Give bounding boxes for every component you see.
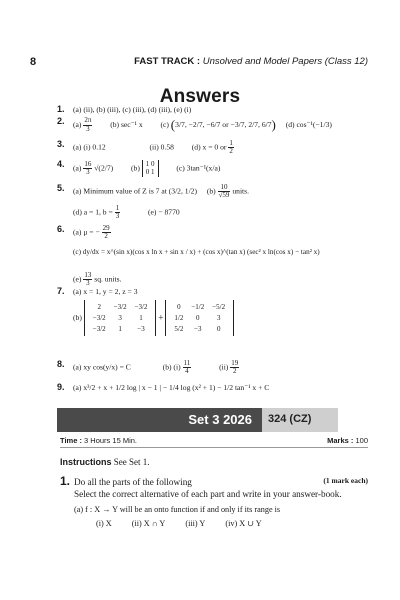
marks-note: (1 mark each) xyxy=(323,476,368,485)
part-label: (ii) xyxy=(219,362,229,372)
runhead-series: FAST TRACK : xyxy=(134,56,201,67)
instructions xyxy=(60,457,150,467)
answer-number: 9. xyxy=(57,382,65,392)
part-label: (c) xyxy=(160,119,169,129)
matrix-cell: −1/2 xyxy=(191,303,205,311)
answer-number: 5. xyxy=(57,183,65,193)
set-band xyxy=(57,408,338,432)
paper-meta xyxy=(60,436,368,445)
part-label: (a) xyxy=(73,163,82,173)
skew-symmetric-matrix xyxy=(165,300,234,336)
paper-code: 324 (CZ) xyxy=(268,413,312,425)
integral-result: (a) x³/2 + x + 1/2 log | x − 1 | − 1/4 log (x² + 1) − 1/2 tan⁻¹ x + C xyxy=(73,383,270,392)
answer-number: 1. xyxy=(57,104,65,114)
page-header xyxy=(30,56,368,70)
fraction: $\frac{16}{3}$ xyxy=(84,159,92,177)
matrix-cell: 1/2 xyxy=(174,313,184,322)
matrix-cell: 1 xyxy=(118,324,122,333)
part-c: (c) 3tan⁻¹(x/a) xyxy=(176,163,221,173)
matrix-cell: 3 xyxy=(118,313,122,322)
part-b: (ii) 0.58 xyxy=(149,142,174,152)
part-label: (a) xyxy=(73,119,82,129)
unit: units. xyxy=(232,186,250,196)
fraction: $\frac{13}{3}$ xyxy=(84,271,92,288)
fraction: $\frac{1}{2}$ xyxy=(229,139,233,156)
part-a-question: (a) f : X → Y will be an onto function if and only if its range is xyxy=(74,504,281,514)
part-label: (e) xyxy=(73,274,82,284)
part-d: (d) cos⁻¹(−1/3) xyxy=(285,119,332,129)
unit: sq. units. xyxy=(94,274,122,284)
matrix-cell: −3 xyxy=(137,324,145,333)
part-label: (b) (i) xyxy=(162,362,181,372)
matrix-cell: −3/2 xyxy=(92,313,106,322)
identity-matrix: 1 0 0 1 xyxy=(142,160,159,177)
answer-number: 7. xyxy=(57,286,65,296)
part-a: (a) xy cos(y/x) = C xyxy=(73,362,131,372)
fraction: $\frac{11}{4}$ xyxy=(183,359,191,376)
matrix-cell: 1 xyxy=(139,313,143,322)
matrix-cell: −3/2 xyxy=(113,303,127,311)
option-iii: (iii) Y xyxy=(185,518,206,528)
option-iv: (iv) X ∪ Y xyxy=(225,518,262,528)
option-ii: (ii) X ∩ Y xyxy=(131,518,166,528)
answers-title: Answers xyxy=(159,86,241,107)
matrix-cell: 3 xyxy=(216,313,221,322)
answer-number: 6. xyxy=(57,224,65,234)
matrix-cell: 0 xyxy=(216,324,221,333)
answer-7-b: (b) 2 −3/2 −3/2 −3/2 3 1 −3/2 1 −3 + 0 −1/2 −5/2 1/2 0 3 5/2 −3 0 xyxy=(73,300,360,336)
matrix-cell: 5/2 xyxy=(174,324,184,333)
answer-5 xyxy=(57,183,360,200)
answer-6-c xyxy=(73,248,360,257)
answer-2: 2. (a) $\frac{2\pi}{3}$ (b) sec⁻¹ x (c) (3/7, −2/7, −6/7 or −3/7, 2/7, 6/7) (d) cos⁻¹(−1/3) xyxy=(57,116,332,133)
instructions-text: See Set 1. xyxy=(113,457,150,467)
set-title: Set 3 2026 xyxy=(188,412,252,427)
question-body: Select the correct alternative of each part and write in your answer-book. xyxy=(74,489,342,500)
part-b: (b) sec⁻¹ x xyxy=(110,119,143,129)
part-label: (a) μ = − xyxy=(73,227,100,237)
instructions-label: Instructions xyxy=(60,457,112,467)
part-d: (d) a = 1, b = xyxy=(73,207,113,217)
symmetric-matrix xyxy=(84,300,157,336)
fraction: $\frac{2\pi}{3}$ xyxy=(84,116,92,133)
running-head xyxy=(134,56,368,67)
answer-text: (a) (ii), (b) (iii), (c) (iii), (d) (iii), (e) (i) xyxy=(73,105,192,114)
fraction: $\frac{1}{3}$ xyxy=(115,204,120,221)
divider xyxy=(60,447,368,448)
matrix-cell: −3/2 xyxy=(92,324,106,333)
answer-1 xyxy=(57,104,360,114)
part-d: (d) x = 0 or xyxy=(191,142,227,152)
answer-6 xyxy=(57,224,360,241)
matrix-cell: −5/2 xyxy=(212,303,226,311)
option-i: (i) X xyxy=(96,518,112,528)
answer-9 xyxy=(57,382,360,392)
fraction: $\frac{29}{2}$ xyxy=(102,224,110,241)
answer-number: 8. xyxy=(57,359,65,369)
answer-3 xyxy=(57,139,360,156)
answer-6-e xyxy=(73,272,360,288)
fraction: $\frac{19}{2}$ xyxy=(231,359,239,376)
answer-5-continued xyxy=(73,205,360,221)
matrix-cell: −3/2 xyxy=(134,303,148,311)
answer-8 xyxy=(57,359,360,376)
part-e: (e) − 8770 xyxy=(148,207,180,217)
fraction: $\frac{10}{√59}$ xyxy=(218,183,230,200)
part-label: (b) xyxy=(131,163,140,173)
part-label: (b) xyxy=(206,186,216,196)
matrix-cell: 0 xyxy=(177,303,181,311)
answer-number: 2. xyxy=(57,116,65,126)
marks-info: Marks : 100 xyxy=(327,436,368,445)
direction-cosines: 3/7, −2/7, −6/7 or −3/7, 2/7, 6/7 xyxy=(175,119,272,129)
runhead-book: Unsolved and Model Papers (Class 12) xyxy=(202,56,368,67)
part-label: (b) xyxy=(73,312,82,322)
question-lead: Do all the parts of the following xyxy=(74,477,192,487)
time-info: Time : 3 Hours 15 Min. xyxy=(60,436,137,445)
question-1 xyxy=(60,474,368,529)
root-term: √(2/7) xyxy=(94,163,114,173)
part-a: (a) x = 1, y = 2, z = 3 xyxy=(73,287,138,296)
question-number: 1. xyxy=(60,474,71,488)
options-list xyxy=(74,518,368,529)
page-number: 8 xyxy=(30,56,37,68)
derivative-expression: (c) dy/dx = x^(sin x)(cos x ln x + sin x / x) + (cos x)^(tan x) (sec² x ln(cos x) − tan² x) xyxy=(73,248,320,256)
part-a: (a) (i) 0.12 xyxy=(73,142,106,152)
part-a: (a) Minimum value of Z is 7 at (3/2, 1/2) xyxy=(73,186,198,196)
matrix-cell: 0 xyxy=(196,313,200,322)
answer-7 xyxy=(57,286,360,296)
matrix-cell: 2 xyxy=(97,303,101,311)
answer-number: 3. xyxy=(57,139,65,149)
matrix-cell: −3 xyxy=(194,324,202,333)
answer-number: 4. xyxy=(57,159,65,169)
answer-4 xyxy=(57,159,360,177)
